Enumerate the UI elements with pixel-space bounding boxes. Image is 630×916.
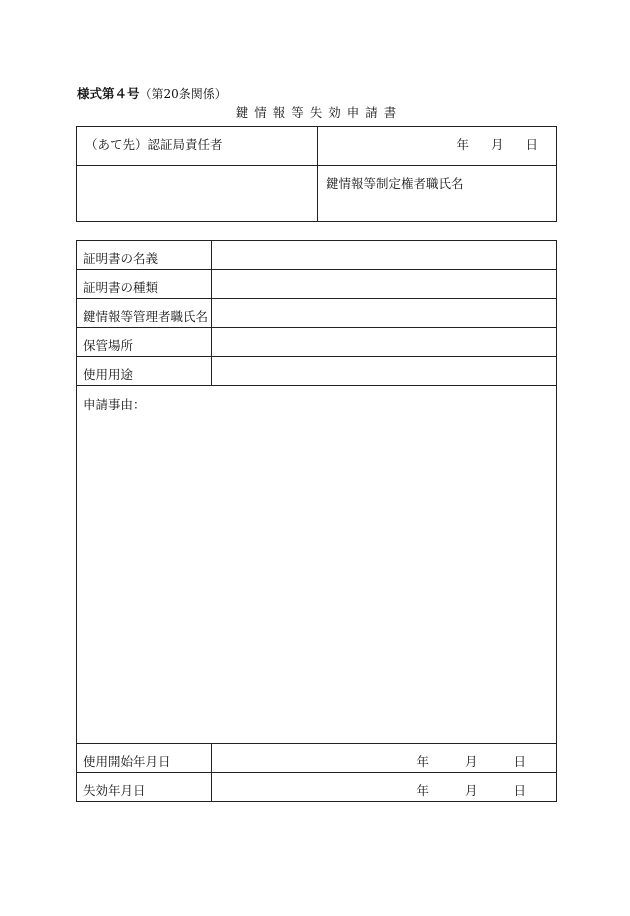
addressee-cell: [77, 127, 318, 166]
blank-cell: [77, 166, 318, 222]
document-title: 鍵情報等失効申請書: [235, 105, 403, 120]
purpose-label-cell: [77, 357, 212, 386]
start-month: 月: [464, 754, 478, 769]
cert-name-label-cell: [77, 241, 212, 270]
form-number: [77, 84, 227, 102]
start-date-field[interactable]: [212, 744, 557, 773]
storage-label: 保管場所: [83, 338, 134, 353]
manager-field[interactable]: [212, 299, 557, 328]
start-date-label-cell: [77, 744, 212, 773]
reason-label: 申請事由：: [83, 397, 146, 412]
date-day: 日: [525, 137, 538, 152]
manager-label: 鍵情報等管理者職氏名: [83, 309, 209, 324]
addressee-label: （あて先）認証局責任者: [85, 137, 223, 152]
expire-date-label: 失効年月日: [83, 783, 146, 798]
storage-field[interactable]: [212, 328, 557, 357]
manager-label-cell: [77, 299, 212, 328]
expire-date-field[interactable]: [212, 773, 557, 802]
expire-day: 日: [513, 783, 526, 798]
form-relation: （第20条関係）: [139, 87, 227, 101]
cert-type-field[interactable]: [212, 270, 557, 299]
details-table: [76, 240, 557, 744]
expire-month: 月: [464, 783, 478, 798]
expire-date: [212, 773, 556, 799]
application-date-cell[interactable]: [318, 127, 557, 166]
header-table: [76, 126, 557, 222]
storage-label-cell: [77, 328, 212, 357]
cert-type-label-cell: [77, 270, 212, 299]
cert-type-label: 証明書の種類: [83, 280, 159, 295]
applicant-label: 鍵情報等制定権者職氏名: [326, 176, 464, 191]
start-day: 日: [513, 754, 526, 769]
reason-field[interactable]: [77, 386, 557, 744]
expire-year: 年: [416, 783, 429, 798]
purpose-field[interactable]: [212, 357, 557, 386]
application-date: [318, 127, 556, 153]
purpose-label: 使用用途: [83, 367, 134, 382]
applicant-cell[interactable]: [318, 166, 557, 222]
dates-table: [76, 743, 557, 802]
cert-name-label: 証明書の名義: [83, 251, 159, 266]
cert-name-field[interactable]: [212, 241, 557, 270]
expire-date-label-cell: [77, 773, 212, 802]
date-year: 年: [456, 137, 469, 152]
start-date-label: 使用開始年月日: [83, 754, 171, 769]
start-year: 年: [416, 754, 429, 769]
date-month: 月: [490, 137, 504, 152]
start-date: [212, 744, 556, 770]
form-number-label: 様式第４号: [77, 86, 140, 101]
